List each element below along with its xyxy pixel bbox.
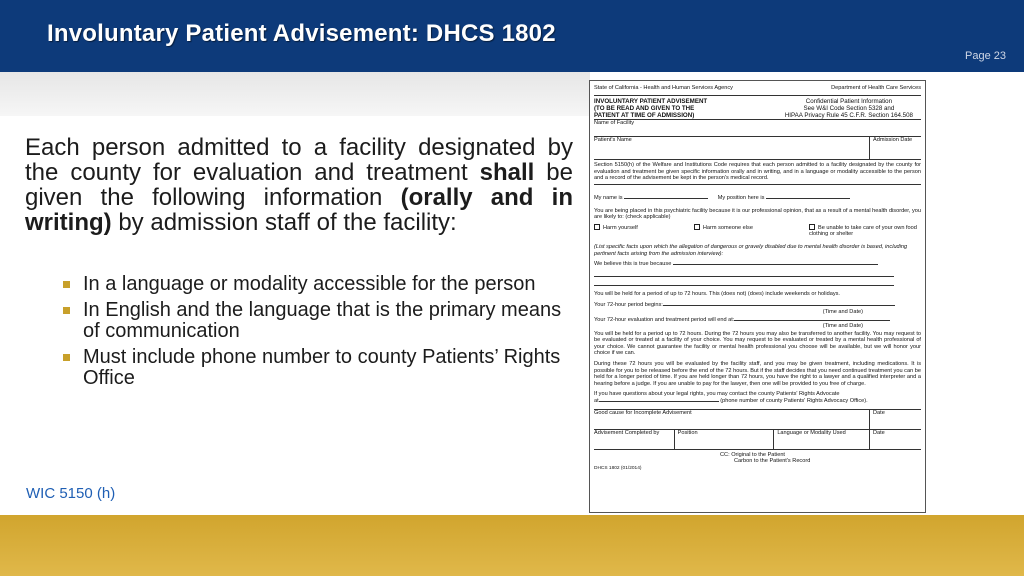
intro-text: be given the following information — [25, 159, 573, 211]
form-checkboxes — [594, 224, 921, 238]
form-para-during: During these 72 hours you will be evaluated by the facility staff, and you may be given treatment, including medications. It is possible for you to be released before the end of the 72 hours. But if the staff decides that you need continued treatment you can be held for a longer period of time. If you are held longer than 72 hours, you have the right to a lawyer and a qualified interpreter and a hearing before a judge. If you are unable to pay for the lawyer, then one will be provided to you free of charge. — [594, 361, 921, 387]
form-field-admission-date: Admission Date — [869, 137, 921, 159]
form-para-held: You will be held for a period up to 72 hours. During the 72 hours you may also be transferred to another facility. You may request to be evaluated or treated at a facility of your choice. You may request to be evaluated or treated by a mental health professional of your choice. We cannot guarantee the facility or mental health professional you choose will be available, but we will honor your choice if we can. — [594, 330, 921, 357]
form-section-text: Section 5150(h) of the Welfare and Institutions Code requires that each person admitted to a facility designated by the county for evaluation and treatment be given specific information orally and in writing, and in a language or modality accessible to the person and a record of the advisement be kept in the person's medical record. — [594, 162, 921, 182]
form-name-position — [594, 195, 921, 202]
form-para-questions: If you have questions about your legal rights, you may contact the county Patients' Rights Advocate — [594, 391, 840, 398]
form-check-label: Harm someone else — [702, 224, 753, 231]
list-item — [62, 347, 582, 389]
list-item-text: Must include phone number to county Patients’ Rights Office — [83, 346, 561, 389]
form-list-facts: (List specific facts upon which the allegation of dangerous or gravely disabled due to mental health disorder is based, including pertinent facts arising from the admission interview): — [594, 243, 908, 257]
form-cc-line: CC: Original to the Patient — [720, 451, 785, 458]
bullet-square-icon — [63, 281, 70, 288]
form-date: Date — [869, 410, 921, 429]
form-title-line: INVOLUNTARY PATIENT ADVISEMENT — [594, 97, 708, 105]
form-blank-line — [766, 198, 850, 199]
header-bar — [0, 0, 1024, 72]
form-check-label: Be unable to take care of your own food clothing or shelter — [808, 224, 917, 238]
form-period-end-label: Your 72-hour evaluation and treatment period will end at: — [594, 316, 735, 323]
form-phone-line — [594, 398, 921, 405]
form-good-cause: Good cause for Incomplete Advisement — [594, 409, 692, 416]
form-position: Position — [674, 430, 772, 449]
form-position-label: My position here is — [717, 194, 765, 201]
form-believe-label: We believe this is true because — [594, 261, 672, 268]
form-department: Department of Health Care Services — [831, 85, 921, 91]
form-placed-text: You are being placed in this psychiatric facility because it is our professional opinion, that as a result of a mental health disorder, you are likely to: (check applicable) — [594, 207, 921, 221]
bullet-square-icon — [63, 354, 70, 361]
form-time-date: (Time and Date) — [822, 323, 863, 330]
footer-bar — [0, 515, 1024, 576]
form-time-date: (Time and Date) — [822, 308, 863, 315]
form-check-label: Harm yourself — [603, 224, 638, 231]
form-cc-line: Carbon to the Patient's Record — [734, 458, 811, 465]
form-held-72: You will be held for a period of up to 72 hours. This (does not) (does) include weekends or holidays. — [594, 290, 840, 297]
checkbox-icon — [809, 224, 815, 230]
page-number: Page 23 — [965, 50, 1006, 62]
subheader-band — [0, 72, 590, 116]
slide-title: Involuntary Patient Advisement: DHCS 1802 — [47, 20, 556, 47]
form-confidential-notice — [785, 98, 913, 120]
form-conf-line: HIPAA Privacy Rule 45 C.F.R. Section 164.508 — [784, 112, 913, 119]
form-period-begins-label: Your 72-hour period begins: — [594, 302, 663, 309]
form-my-name-label: My name is — [594, 194, 623, 201]
checkbox-icon — [694, 224, 700, 230]
form-id: DHCS 1802 (01/2014) — [594, 465, 642, 471]
form-phone-label: (phone number of county Patients' Rights Advocacy Office). — [720, 398, 868, 405]
form-blank-line — [734, 320, 890, 321]
form-check-item — [809, 224, 921, 238]
form-field-patient-name: Patient's Name — [594, 137, 632, 144]
intro-text: by admission staff of the facility: — [111, 209, 457, 236]
form-at-label: at — [594, 398, 599, 405]
intro-paragraph — [25, 135, 573, 235]
intro-emphasis-shall: shall — [479, 159, 535, 186]
bullet-square-icon — [63, 307, 70, 314]
form-completed-by: Advisement Completed by — [594, 429, 660, 436]
form-blank-line — [673, 264, 878, 265]
form-title — [594, 98, 707, 120]
form-check-item — [694, 224, 753, 238]
list-item — [62, 300, 582, 342]
form-period-begins — [594, 302, 921, 309]
list-item-text: In a language or modality accessible for the person — [83, 273, 536, 295]
form-blank-line — [663, 305, 895, 306]
requirements-list — [62, 274, 582, 394]
form-conf-line: Confidential Patient Information — [805, 97, 893, 105]
form-conf-line: See W&I Code Section 5328 and — [803, 104, 895, 112]
form-believe — [594, 261, 921, 268]
form-field-facility: Name of Facility — [594, 120, 635, 127]
intro-text: Each person admitted to a facility designated by the county for evaluation and treatment — [25, 134, 573, 186]
form-period-end — [594, 317, 921, 324]
form-language: Language or Modality Used — [773, 430, 867, 449]
form-blank-line — [599, 401, 719, 402]
checkbox-icon — [594, 224, 600, 230]
dhcs-1802-form-image — [589, 80, 926, 513]
list-item — [62, 274, 582, 295]
intro-emphasis-orally: (orally and in writing) — [25, 184, 573, 236]
form-agency: State of California - Health and Human Services Agency — [594, 85, 733, 91]
form-date: Date — [869, 430, 921, 449]
form-cc — [720, 452, 921, 465]
form-title-line: PATIENT AT TIME OF ADMISSION) — [594, 112, 695, 119]
form-check-item — [594, 224, 638, 238]
list-item-text: In English and the language that is the primary means of communication — [83, 299, 562, 342]
form-title-line: (TO BE READ AND GIVEN TO THE — [594, 104, 695, 112]
footnote-reference: WIC 5150 (h) — [26, 485, 116, 502]
form-blank-line — [624, 198, 708, 199]
